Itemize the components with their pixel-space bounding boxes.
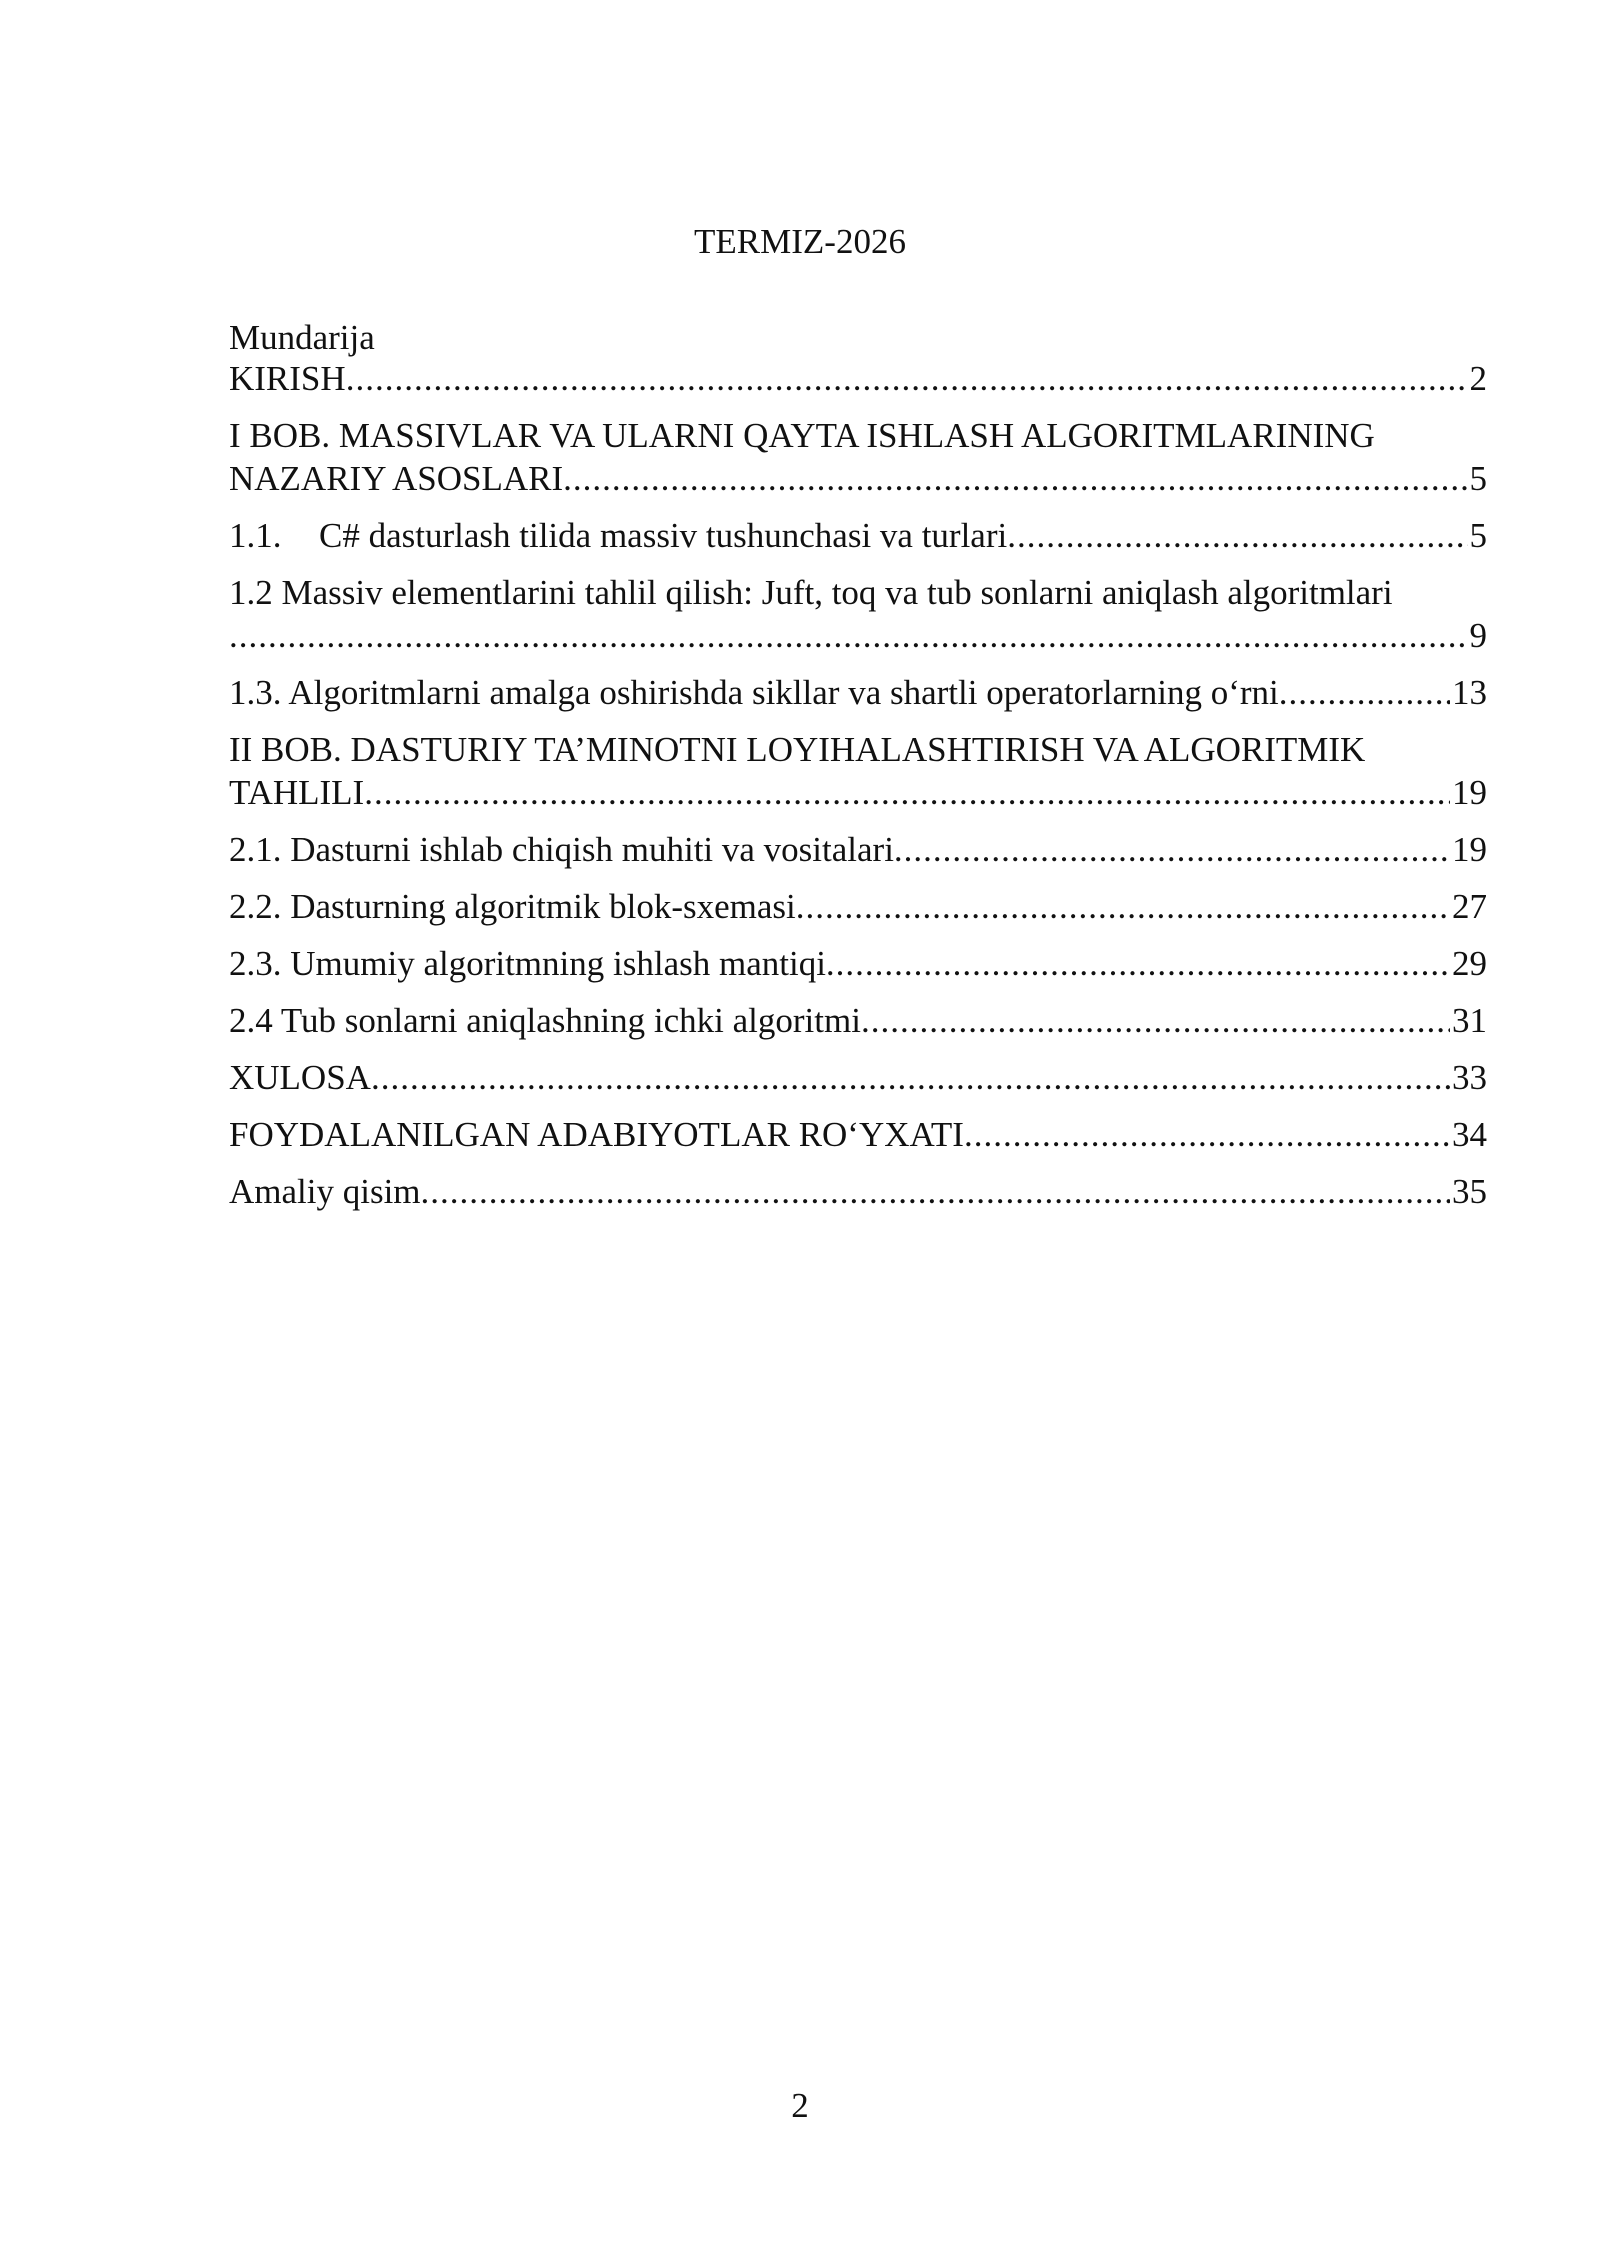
toc-entry-page: 19 [1452, 830, 1487, 869]
toc-entry-page: 13 [1452, 673, 1487, 712]
dot-leader [1007, 514, 1467, 557]
toc-entry-title: 2.3. Umumiy algoritmning ishlash mantiqi [229, 944, 826, 983]
toc-entry-page: 19 [1452, 773, 1487, 812]
toc-entry-title-continued: NAZARIY ASOSLARI [229, 459, 564, 498]
toc-entry-2-4[interactable] [229, 999, 1487, 1042]
toc-entry-1-3[interactable] [229, 671, 1487, 714]
toc-entry-title: XULOSA [229, 1058, 371, 1097]
toc-entry-page: 5 [1469, 459, 1487, 498]
toc-entry-page: 29 [1452, 944, 1487, 983]
toc-entry-page: 27 [1452, 887, 1487, 926]
dot-leader [964, 1113, 1450, 1156]
toc-entry-title: KIRISH [229, 359, 346, 398]
toc-entry-title: Amaliy qisim [229, 1172, 421, 1211]
toc-entry-page: 34 [1452, 1115, 1487, 1154]
dot-leader [861, 999, 1450, 1042]
toc-entry-chapter-2[interactable] [229, 728, 1487, 814]
dot-leader [563, 457, 1467, 500]
toc-entry-page: 35 [1452, 1172, 1487, 1211]
toc-entry-title: I BOB. MASSIVLAR VA ULARNI QAYTA ISHLASH ALGORITMLARINING [229, 416, 1375, 455]
toc-entry-title: 2.2. Dasturning algoritmik blok-sxemasi [229, 887, 796, 926]
page-number: 2 [791, 2086, 809, 2125]
dot-leader [346, 357, 1468, 400]
dot-leader [826, 942, 1450, 985]
toc-entry-xulosa[interactable] [229, 1056, 1487, 1099]
toc-entry-chapter-1[interactable] [229, 414, 1487, 500]
city-year-heading: TERMIZ-2026 [694, 222, 906, 261]
dot-leader [796, 885, 1450, 928]
toc-entry-title: 2.1. Dasturni ishlab chiqish muhiti va vositalari [229, 830, 894, 869]
toc-entry-title: FOYDALANILGAN ADABIYOTLAR RO‘YXATI [229, 1115, 964, 1154]
toc-entry-title: 1.3. Algoritmlarni amalga oshirishda sikllar va shartli operatorlarning o‘rni [229, 673, 1279, 712]
toc-entry-2-1[interactable] [229, 828, 1487, 871]
toc-entry-title-continued: TAHLILI [229, 773, 365, 812]
toc-entry-number: 1.1. [229, 516, 282, 555]
toc-entry-kirish[interactable] [229, 357, 1487, 400]
toc-entry-title: C# dasturlash tilida massiv tushunchasi va turlari [319, 516, 1008, 555]
dot-leader [371, 1056, 1450, 1099]
toc-entry-title: 1.2 Massiv elementlarini tahlil qilish: Juft, toq va tub sonlarni aniqlash algoritmlari [229, 573, 1393, 612]
toc-heading: Mundarija [229, 318, 375, 357]
toc-entry-page: 33 [1452, 1058, 1487, 1097]
dot-leader [421, 1170, 1450, 1213]
toc-entry-references[interactable] [229, 1113, 1487, 1156]
toc-entry-title: II BOB. DASTURIY TA’MINOTNI LOYIHALASHTIRISH VA ALGORITMIK [229, 730, 1366, 769]
dot-leader [229, 614, 1468, 657]
toc-entry-2-3[interactable] [229, 942, 1487, 985]
toc-entry-2-2[interactable] [229, 885, 1487, 928]
toc-entry-1-1[interactable] [229, 514, 1487, 557]
toc-entry-title: 2.4 Tub sonlarni aniqlashning ichki algoritmi [229, 1001, 861, 1040]
toc-entry-1-2[interactable] [229, 571, 1487, 657]
toc-entry-page: 9 [1469, 616, 1487, 655]
dot-leader [364, 771, 1450, 814]
table-of-contents [229, 312, 1487, 1227]
dot-leader [1279, 671, 1450, 714]
toc-entry-practical[interactable] [229, 1170, 1487, 1213]
dot-leader [894, 828, 1450, 871]
toc-entry-page: 2 [1469, 359, 1487, 398]
toc-entry-page: 31 [1452, 1001, 1487, 1040]
toc-entry-page: 5 [1469, 516, 1487, 555]
